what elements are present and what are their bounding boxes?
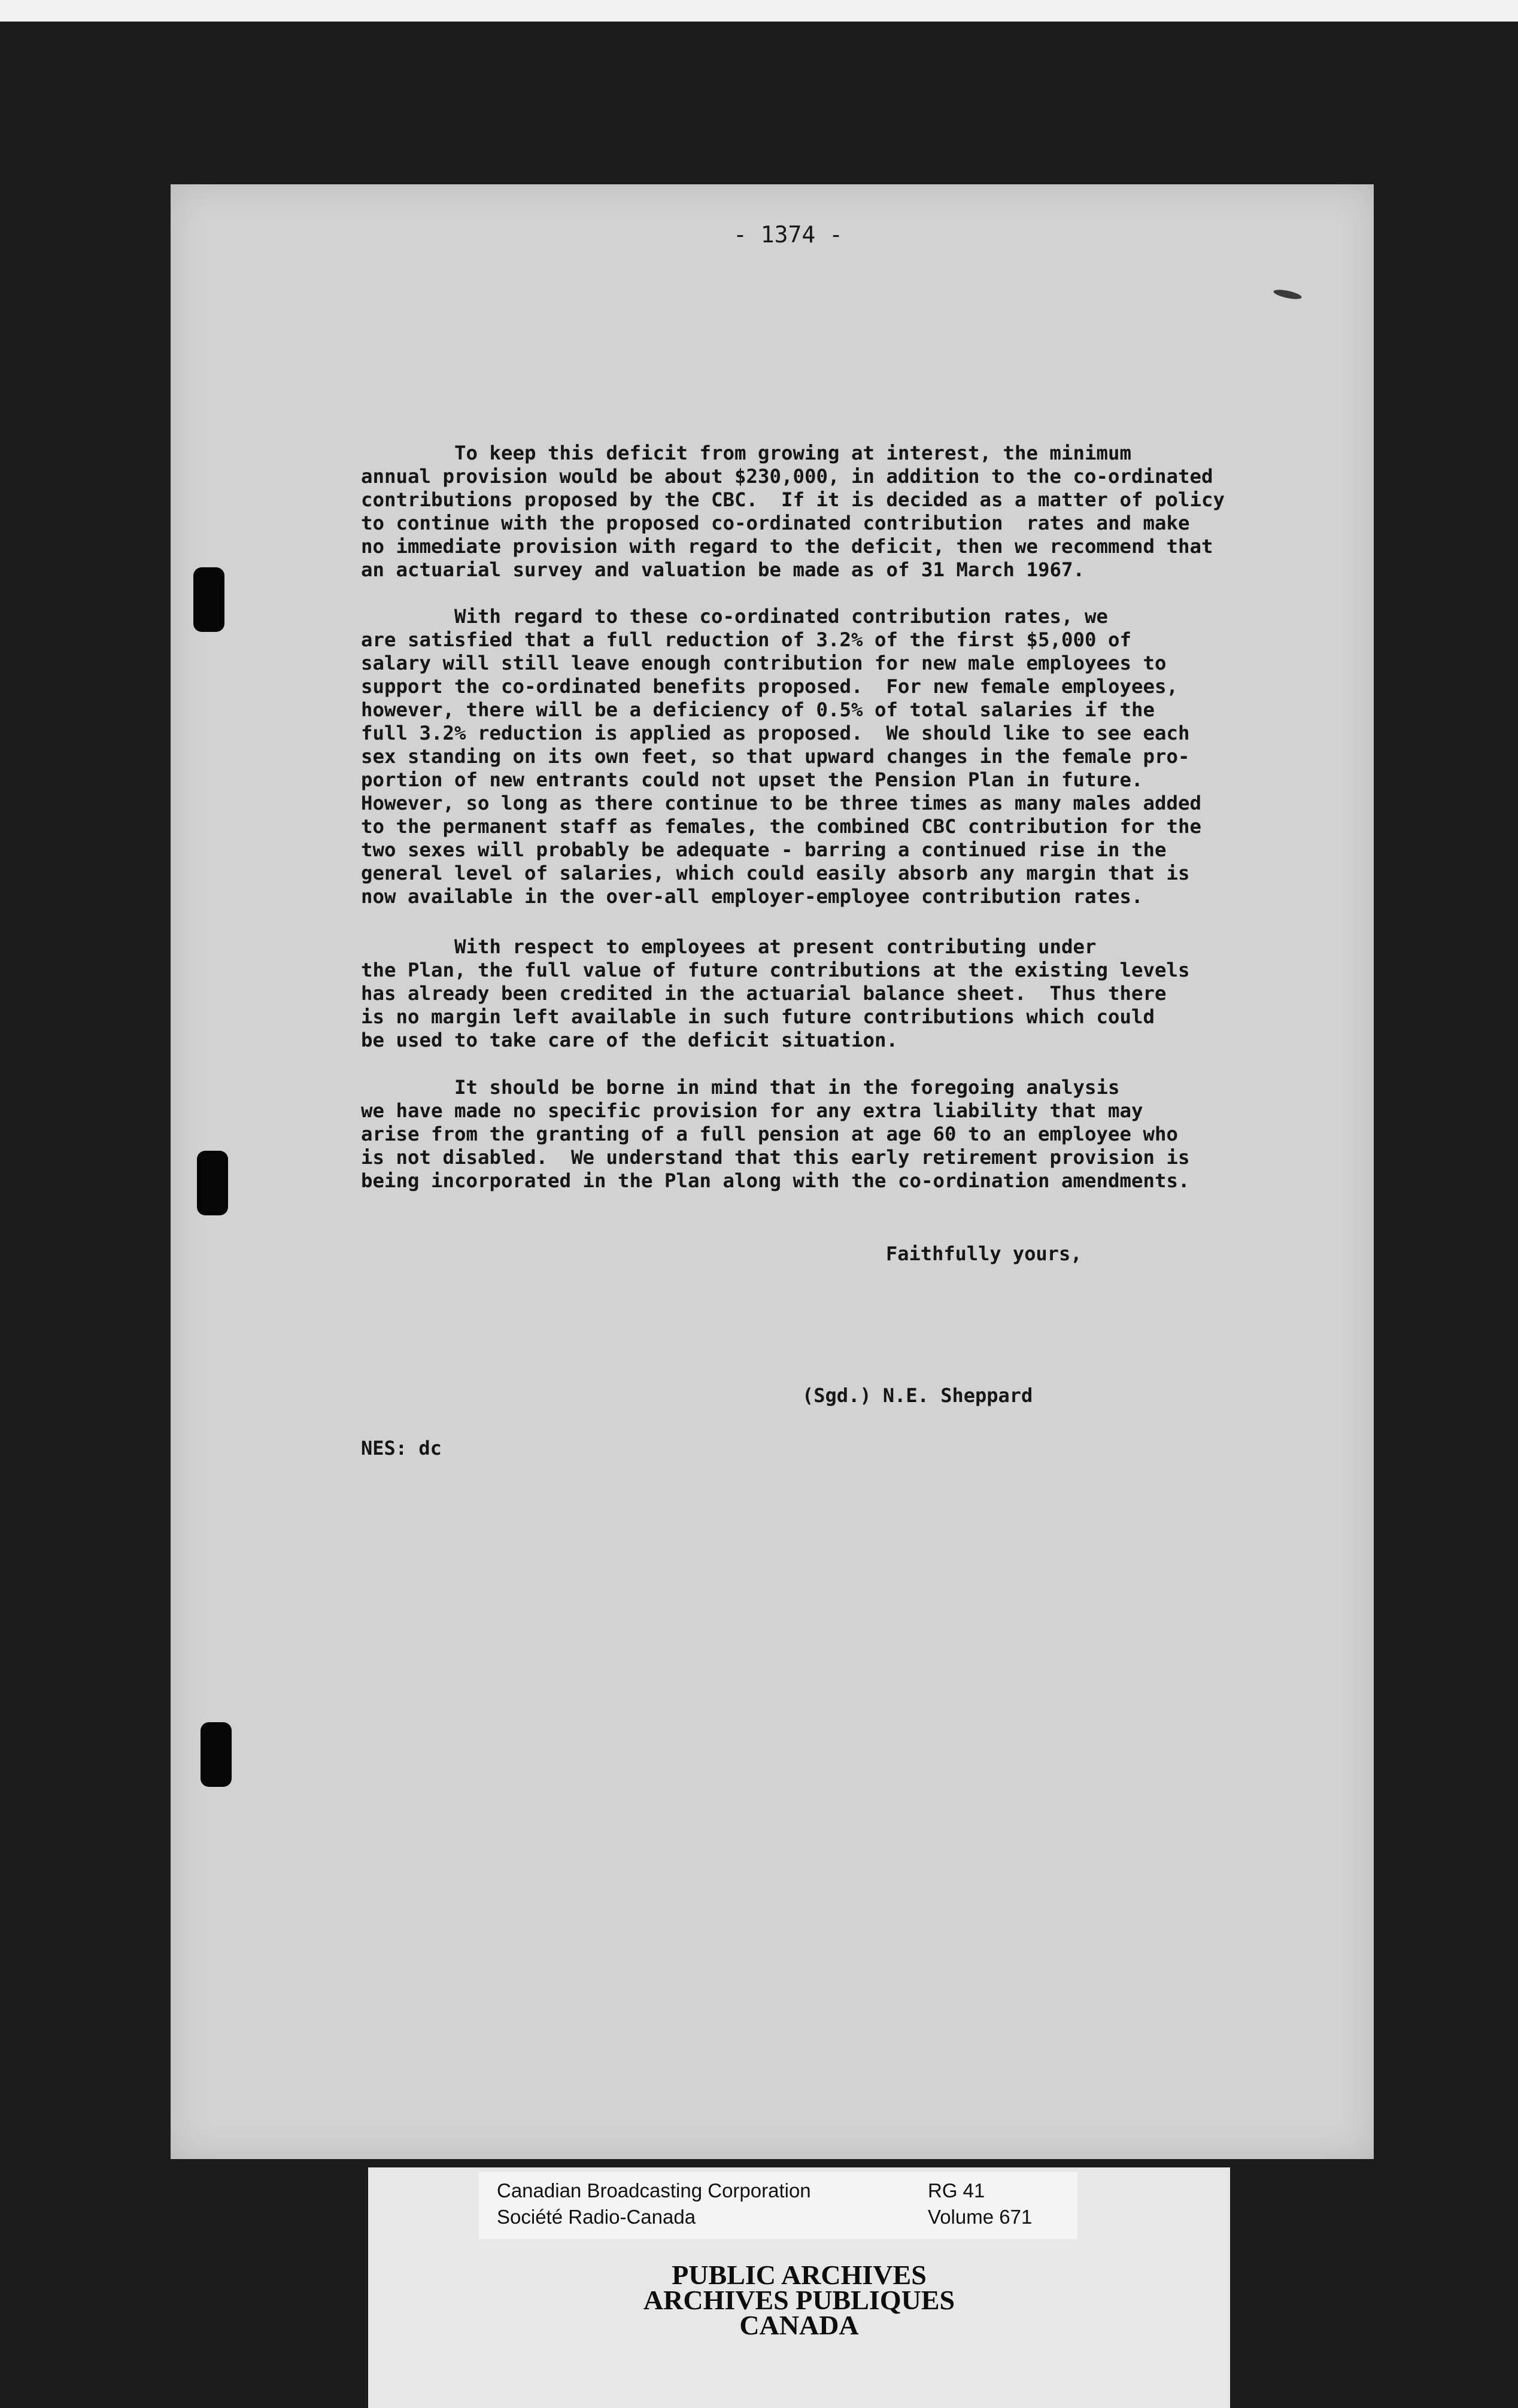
punch-hole-top bbox=[193, 567, 224, 632]
archive-reference-box bbox=[479, 2172, 1077, 2239]
top-border bbox=[0, 0, 1518, 22]
archive-label bbox=[368, 2167, 1230, 2408]
paragraph-early-retirement: It should be borne in mind that in the foregoing analysis we have made no specific provision for any extra liability that may arise from the granting of a full pension at age 60 to an employee who is not disabled. We understand that this early retirement provision is being incorporated in the Plan along with the co-ordination amendments. bbox=[361, 1076, 1190, 1192]
reference-initials: NES: dc bbox=[361, 1437, 442, 1460]
record-group: RG 41 bbox=[928, 2179, 985, 2202]
page-number: - 1374 - bbox=[733, 221, 843, 248]
archives-stamp-line-3: CANADA bbox=[739, 2310, 859, 2340]
paragraph-deficit: To keep this deficit from growing at interest, the minimum annual provision would be about $230,000, in addition to the co-ordinated contributions proposed by the CBC. If it is decided as a matter of policy to continue with the proposed co-ordinated contribution rates and make no immediate provision with regard to the deficit, then we recommend that an actuarial survey and valuation be made as of 31 March 1967. bbox=[361, 442, 1225, 581]
archives-stamp-line-1: PUBLIC ARCHIVES bbox=[672, 2260, 927, 2290]
paragraph-contribution-rates: With regard to these co-ordinated contribution rates, we are satisfied that a full reduction of 3.2% of the first $5,000 of salary will still leave enough contribution for new male employees to support the co-ordinated benefits proposed. For new female employees, however, there will be a deficiency of 0.5% of total salaries if the full 3.2% reduction is applied as proposed. We should like to see each sex standing on its own feet, so that upward changes in the female pro- portion of new entrants could not upset the Pension Plan in future. However, so long as there continue to be three times as many males added to the permanent staff as females, the combined CBC contribution for the two sexes will probably be adequate - barring a continued rise in the general level of salaries, which could easily absorb any margin that is now available in the over-all employer-employee contribution rates. bbox=[361, 605, 1202, 908]
org-name-english: Canadian Broadcasting Corporation bbox=[497, 2179, 811, 2202]
volume-number: Volume 671 bbox=[928, 2206, 1033, 2228]
paragraph-existing-employees: With respect to employees at present contributing under the Plan, the full value of future contributions at the existing levels has already been credited in the actuarial balance sheet. Thus there is no margin left available in such future contributions which could be used to take care of the deficit situation. bbox=[361, 935, 1190, 1051]
signature-line: (Sgd.) N.E. Sheppard bbox=[802, 1384, 1033, 1407]
ink-smudge bbox=[1273, 288, 1302, 301]
closing-salutation: Faithfully yours, bbox=[886, 1242, 1082, 1265]
punch-hole-middle bbox=[197, 1151, 228, 1215]
document-page bbox=[171, 184, 1374, 2159]
org-name-french: Société Radio-Canada bbox=[497, 2206, 696, 2228]
archives-stamp-line-2: ARCHIVES PUBLIQUES bbox=[643, 2285, 955, 2315]
punch-hole-bottom bbox=[201, 1722, 232, 1787]
